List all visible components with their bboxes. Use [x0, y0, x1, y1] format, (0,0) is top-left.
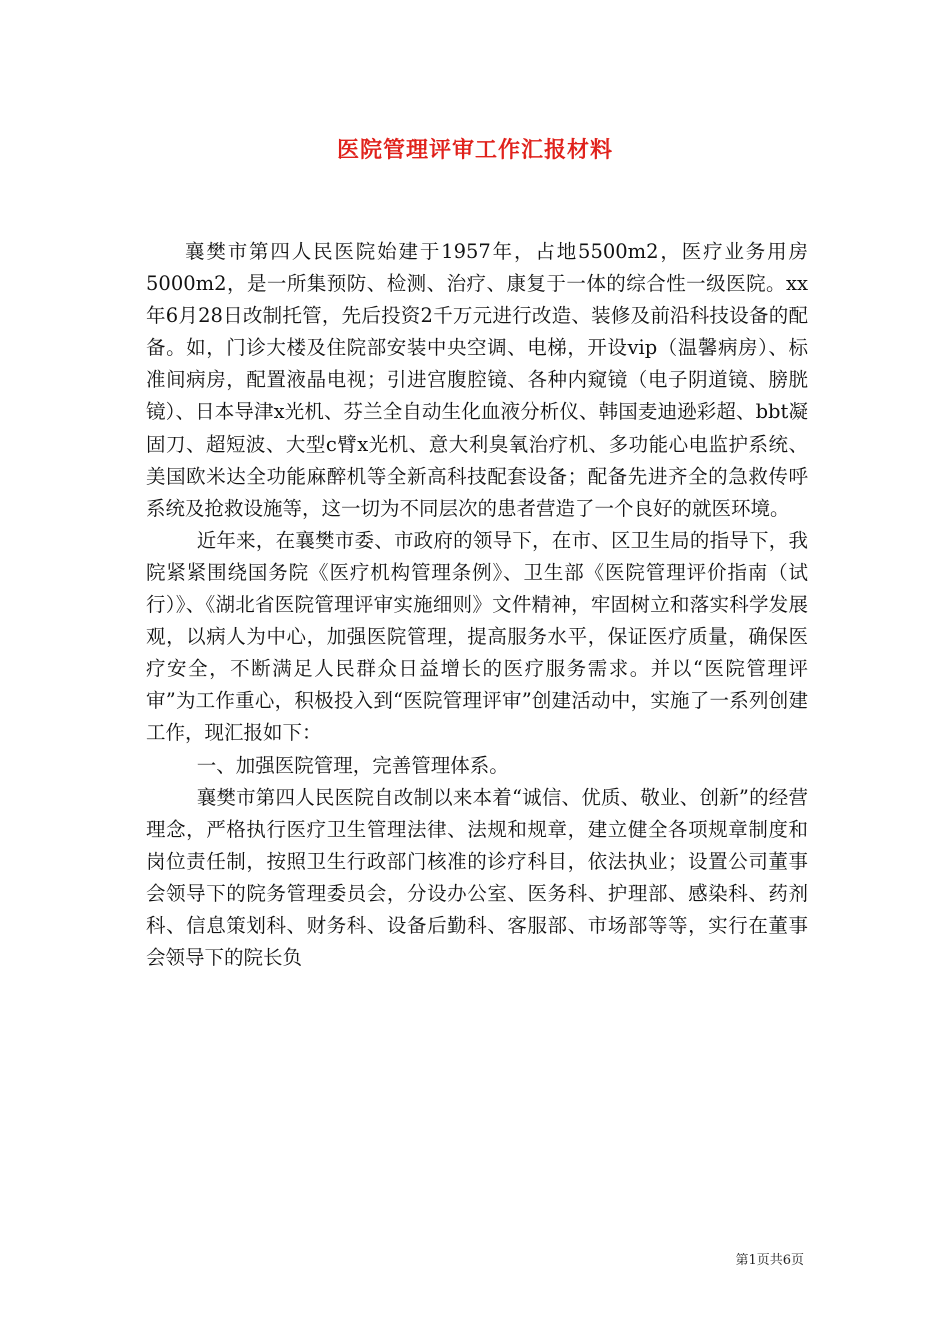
section-heading-management: 一、加强医院管理，完善管理体系。: [196, 753, 509, 777]
paragraph-recent-years: 近年来，在襄樊市委、市政府的领导下，在市、区卫生局的指导下，我院紧紧围绕国务院《医疗机构管理条例》、卫生部《医院管理评价指南（试行）》、《湖北省医院管理评审实施细则》文件精神，牢固树立和落实科学发展观，以病人为中心，加强医院管理，提高服务水平，保证医疗质量，确保医疗安全，不断满足人民群众日益增长的医疗服务需求。并以“医院管理评审”为工作重心，积极投入到“医院管理评审”创建活动中，实施了一系列创建工作，现汇报如下：: [146, 528, 808, 745]
document-title: 医院管理评审工作汇报材料: [336, 137, 613, 163]
paragraph-management-system: 襄樊市第四人民医院自改制以来本着“诚信、优质、敬业、创新”的经营理念，严格执行医疗卫生管理法律、法规和规章，建立健全各项规章制度和岗位责任制，按照卫生行政部门核准的诊疗科目，依法执业；设置公司董事会领导下的院务管理委员会，分设办公室、医务科、护理部、感染科、药剂科、信息策划科、财务科、设备后勤科、客服部、市场部等等，实行在董事会领导下的院长负: [146, 785, 808, 970]
page-number: 第1页共6页: [735, 1253, 804, 1268]
paragraph-hospital-intro: 襄樊市第四人民医院始建于1957年，占地5500m2，医疗业务用房5000m2，是一所集预防、检测、治疗、康复于一体的综合性一级医院。xx年6月28日改制托管，先后投资2千万元进行改造、装修及前沿科技设备的配备。如，门诊大楼及住院部安装中央空调、电梯，开设vip（温馨病房）、标准间病房，配置液晶电视；引进宫腹腔镜、各种内窥镜（电子阴道镜、膀胱镜）、日本导津x光机、芬兰全自动生化血液分析仪、韩国麦迪逊彩超、bbt凝固刀、超短波、大型c臂x光机、意大利臭氧治疗机、多功能心电监护系统、美国欧米达全功能麻醉机等全新高科技配套设备；配备先进齐全的急救传呼系统及抢救设施等，这一切为不同层次的患者营造了一个良好的就医环境。: [146, 240, 808, 520]
document-body: [146, 236, 808, 974]
